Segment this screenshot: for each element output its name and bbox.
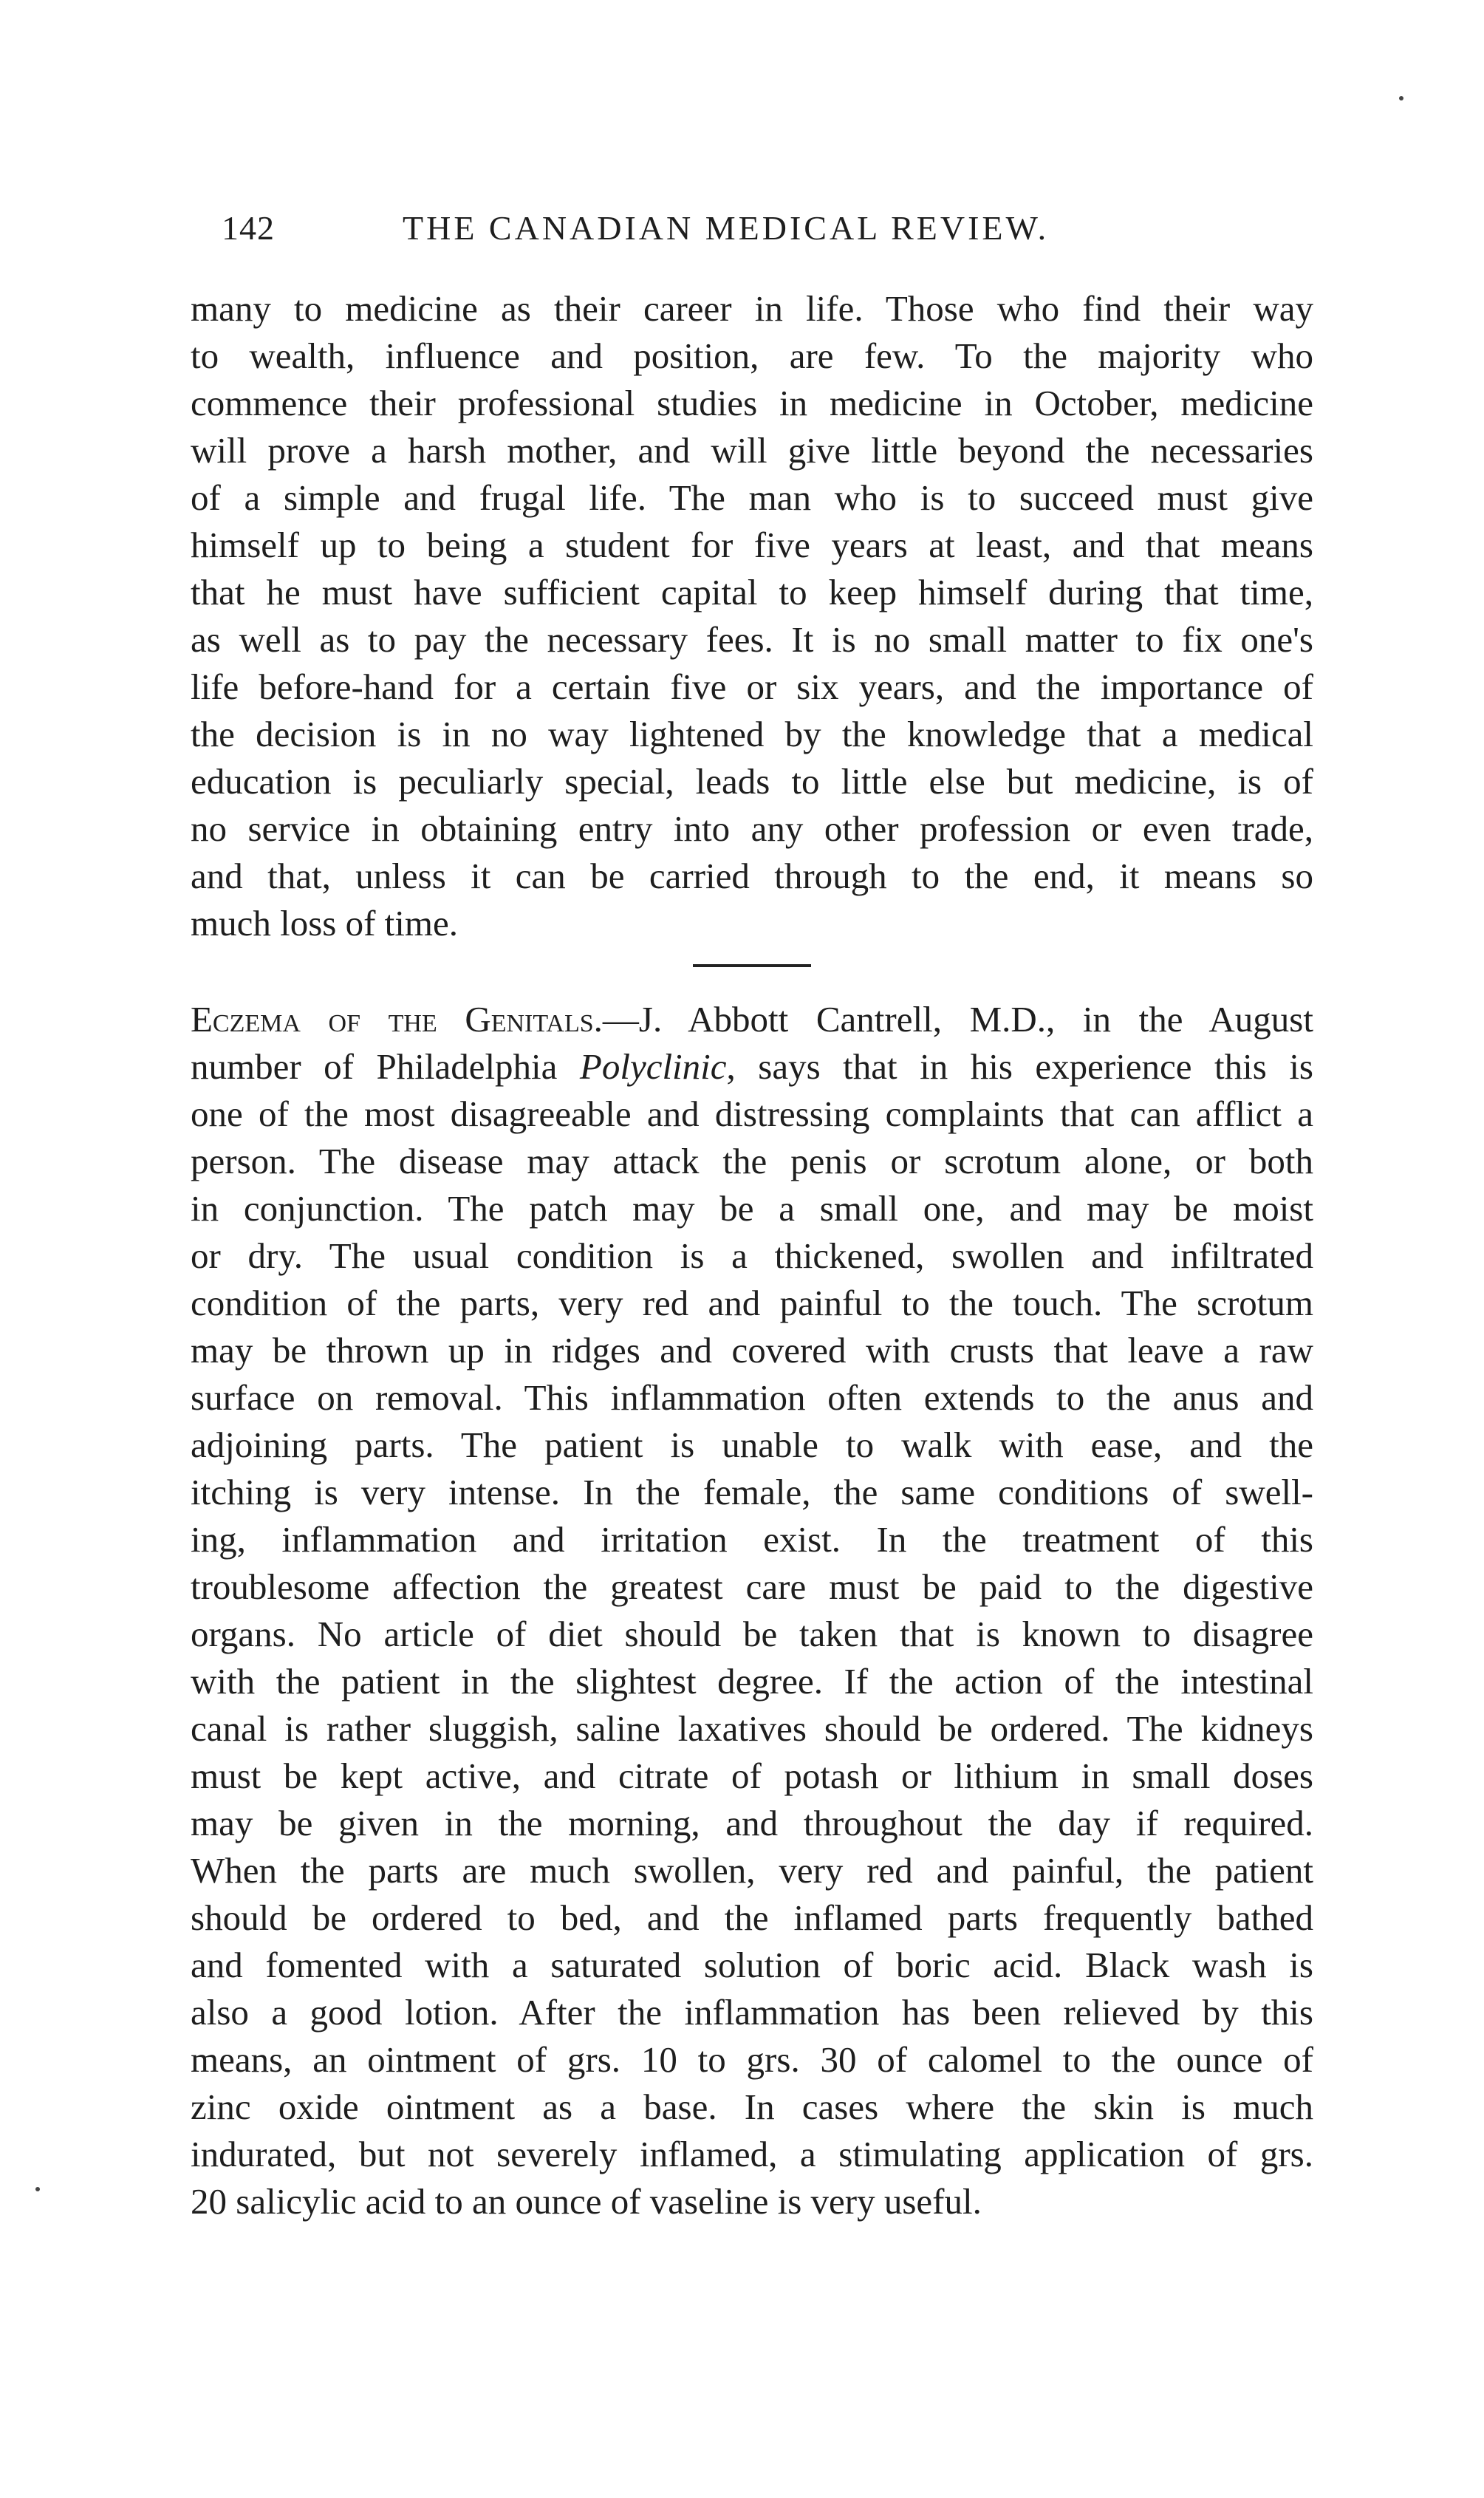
text-line: person. The disease may attack the penis or scrotum alone, or both: [191, 1141, 1313, 1181]
page-number: 142: [222, 209, 275, 247]
text-line: indurated, but not severely inflamed, a stimulating application of grs.: [191, 2134, 1313, 2174]
text-line: and that, unless it can be carried through to the end, it means so: [191, 856, 1313, 896]
text-line: with the patient in the slightest degree. If the action of the intestinal: [191, 1661, 1313, 1702]
text-line: troublesome affection the greatest care must be paid to the digestive: [191, 1566, 1313, 1607]
text-line: When the parts are much swollen, very red and painful, the patient: [191, 1850, 1313, 1891]
text-line: much loss of time.: [191, 903, 459, 943]
scan-speck: [1399, 96, 1403, 100]
text-line: and fomented with a saturated solution of boric acid. Black wash is: [191, 1945, 1313, 1985]
text-line: that he must have sufficient capital to keep himself during that time,: [191, 572, 1313, 612]
section-heading: Eczema of the Genitals.: [191, 999, 603, 1040]
text-line: will prove a harsh mother, and will give little beyond the necessaries: [191, 430, 1313, 471]
paragraph-eczema-genitals: [191, 996, 1313, 2225]
text-line: one of the most disagreeable and distressing complaints that can afflict a: [191, 1093, 1313, 1134]
running-title: THE CANADIAN MEDICAL REVIEW.: [403, 209, 1050, 247]
text-line: ing, inflammation and irritation exist. In the treatment of this: [191, 1519, 1313, 1560]
text-fragment: —J. Abbott Cantrell, M.D., in the August: [602, 999, 1313, 1040]
page-header: [222, 208, 1164, 260]
text-line: condition of the parts, very red and painful to the touch. The scrotum: [191, 1283, 1313, 1323]
text-line: [191, 1043, 1313, 1091]
text-line: surface on removal. This inflammation often extends to the anus and: [191, 1377, 1313, 1418]
text-line: commence their professional studies in medicine in October, medicine: [191, 383, 1313, 423]
text-line: must be kept active, and citrate of potash or lithium in small doses: [191, 1755, 1313, 1796]
text-line: zinc oxide ointment as a base. In cases where the skin is much: [191, 2086, 1313, 2127]
text-line: as well as to pay the necessary fees. It is no small matter to fix one's: [191, 619, 1313, 660]
paragraph-medical-career: [191, 285, 1313, 947]
text-fragment: number of Philadelphia: [191, 1046, 580, 1087]
scan-speck: [35, 2187, 40, 2191]
text-line: canal is rather sluggish, saline laxatives should be ordered. The kidneys: [191, 1708, 1313, 1749]
section-divider: [693, 964, 811, 967]
text-line: education is peculiarly special, leads to little else but medicine, is of: [191, 761, 1313, 802]
text-line: many to medicine as their career in life. Those who find their way: [191, 288, 1313, 329]
text-line: [191, 996, 1313, 1043]
text-line: of a simple and frugal life. The man who is to succeed must give: [191, 477, 1313, 518]
text-line: or dry. The usual condition is a thickened, swollen and infiltrated: [191, 1235, 1313, 1276]
text-line: 20 salicylic acid to an ounce of vaseline is very useful.: [191, 2181, 982, 2222]
text-line: means, an ointment of grs. 10 to grs. 30 of calomel to the ounce of: [191, 2039, 1313, 2080]
text-line: may be given in the morning, and throughout the day if required.: [191, 1803, 1313, 1843]
text-line: the decision is in no way lightened by the knowledge that a medical: [191, 714, 1313, 754]
text-line: organs. No article of diet should be taken that is known to disagree: [191, 1614, 1313, 1654]
text-line: adjoining parts. The patient is unable to walk with ease, and the: [191, 1424, 1313, 1465]
text-line: no service in obtaining entry into any other profession or even trade,: [191, 808, 1313, 849]
text-fragment: , says that in his experience this is: [726, 1046, 1313, 1087]
text-line: may be thrown up in ridges and covered with crusts that leave a raw: [191, 1330, 1313, 1371]
text-line: itching is very intense. In the female, the same conditions of swell-: [191, 1472, 1313, 1512]
text-line: to wealth, influence and position, are few. To the majority who: [191, 335, 1313, 376]
text-line: also a good lotion. After the inflammation has been relieved by this: [191, 1992, 1313, 2033]
text-line: life before-hand for a certain five or six years, and the importance of: [191, 666, 1313, 707]
journal-title: Polyclinic: [579, 1046, 727, 1087]
text-line: in conjunction. The patch may be a small one, and may be moist: [191, 1188, 1313, 1229]
text-line: should be ordered to bed, and the inflamed parts frequently bathed: [191, 1897, 1313, 1938]
text-line: himself up to being a student for five years at least, and that means: [191, 525, 1313, 565]
